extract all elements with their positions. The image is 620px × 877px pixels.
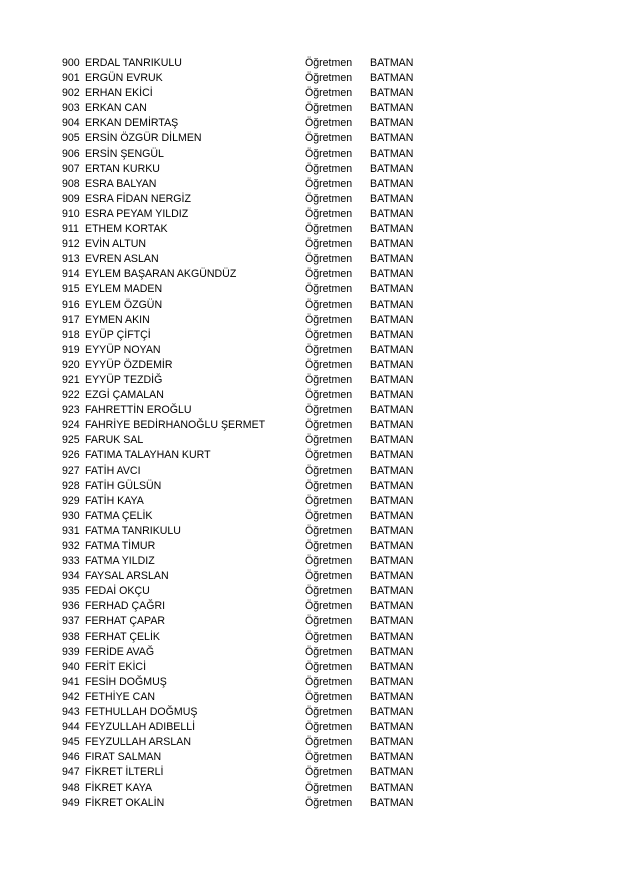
city-name: BATMAN <box>370 721 414 734</box>
row-number: 930 <box>62 509 80 522</box>
row-number: 927 <box>62 464 80 477</box>
city-name: BATMAN <box>370 540 414 552</box>
list-item <box>0 796 620 811</box>
person-name: FERHAD ÇAĞRI <box>85 600 166 613</box>
row-number: 901 <box>62 72 80 85</box>
person-name: FATMA TANRIKULU <box>85 524 181 537</box>
city-name: BATMAN <box>370 600 414 613</box>
person-name: ERKAN DEMİRTAŞ <box>85 117 179 130</box>
person-name: FATİH KAYA <box>85 494 144 507</box>
person-name: EVİN ALTUN <box>85 238 147 251</box>
role-title: Öğretmen <box>305 132 353 145</box>
city-name: BATMAN <box>370 298 414 311</box>
list-item <box>0 494 620 509</box>
row-number: 916 <box>62 298 80 311</box>
person-name: FATMA ÇELİK <box>85 509 153 522</box>
city-name: BATMAN <box>370 343 414 356</box>
city-name: BATMAN <box>370 524 414 537</box>
role-title: Öğretmen <box>305 343 353 356</box>
row-number: 905 <box>62 132 80 145</box>
role-title: Öğretmen <box>305 268 353 281</box>
city-name: BATMAN <box>370 358 414 371</box>
row-number: 926 <box>62 449 80 462</box>
row-number: 928 <box>62 479 80 492</box>
person-name: FAYSAL ARSLAN <box>85 570 169 583</box>
list-item <box>0 267 620 282</box>
person-name: FAHRİYE BEDİRHANOĞLU ŞERMET <box>85 419 266 432</box>
list-item <box>0 403 620 418</box>
row-number: 949 <box>62 796 80 809</box>
person-name: FİKRET OKALİN <box>85 796 165 809</box>
row-number: 923 <box>62 404 80 417</box>
role-title: Öğretmen <box>305 721 353 734</box>
person-name: FİKRET KAYA <box>85 781 153 794</box>
person-name: EYLEM BAŞARAN AKGÜNDÜZ <box>85 268 237 281</box>
list-item <box>0 781 620 796</box>
list-item <box>0 343 620 358</box>
city-name: BATMAN <box>370 268 414 281</box>
row-number: 915 <box>62 283 80 296</box>
row-number: 904 <box>62 117 80 130</box>
list-item <box>0 177 620 192</box>
list-item <box>0 222 620 237</box>
list-item <box>0 116 620 131</box>
person-name: FERHAT ÇELİK <box>85 630 160 643</box>
role-title: Öğretmen <box>305 570 353 583</box>
person-name: FETHİYE CAN <box>85 690 156 703</box>
city-name: BATMAN <box>370 283 414 296</box>
role-title: Öğretmen <box>305 313 353 326</box>
person-name: FEYZULLAH ARSLAN <box>85 736 191 749</box>
person-name: FESİH DOĞMUŞ <box>85 675 167 688</box>
row-number: 911 <box>62 223 79 236</box>
city-name: BATMAN <box>370 57 414 69</box>
city-name: BATMAN <box>370 328 414 341</box>
list-item <box>0 539 620 554</box>
role-title: Öğretmen <box>305 358 353 371</box>
person-name: ERKAN CAN <box>85 102 147 115</box>
role-title: Öğretmen <box>305 509 353 522</box>
list-item <box>0 237 620 252</box>
person-name: EYYÜP TEZDİĞ <box>85 373 163 386</box>
person-name: FETHULLAH DOĞMUŞ <box>85 706 198 719</box>
list-item <box>0 56 620 71</box>
city-name: BATMAN <box>370 479 414 492</box>
person-name: ERTAN KURKU <box>85 162 160 175</box>
person-name: EZGİ ÇAMALAN <box>85 389 164 402</box>
role-title: Öğretmen <box>305 117 353 130</box>
role-title: Öğretmen <box>305 177 353 190</box>
list-item <box>0 313 620 328</box>
role-title: Öğretmen <box>305 555 353 568</box>
role-title: Öğretmen <box>305 434 353 447</box>
city-name: BATMAN <box>370 102 414 115</box>
row-number: 907 <box>62 162 80 175</box>
row-number: 936 <box>62 600 80 613</box>
city-name: BATMAN <box>370 434 414 447</box>
list-item <box>0 584 620 599</box>
role-title: Öğretmen <box>305 389 353 402</box>
city-name: BATMAN <box>370 253 414 266</box>
person-name: FERİT EKİCİ <box>85 660 147 673</box>
list-item <box>0 735 620 750</box>
row-number: 925 <box>62 434 80 447</box>
list-item <box>0 252 620 267</box>
list-item <box>0 207 620 222</box>
city-name: BATMAN <box>370 555 414 568</box>
row-number: 908 <box>62 177 80 190</box>
row-number: 913 <box>62 253 80 266</box>
person-name: FAHRETTİN EROĞLU <box>85 404 192 417</box>
row-number: 943 <box>62 706 80 719</box>
row-number: 939 <box>62 645 80 658</box>
role-title: Öğretmen <box>305 494 353 507</box>
list-item <box>0 705 620 720</box>
list-item <box>0 328 620 343</box>
role-title: Öğretmen <box>305 162 353 175</box>
city-name: BATMAN <box>370 373 414 386</box>
role-title: Öğretmen <box>305 585 353 598</box>
role-title: Öğretmen <box>305 223 353 236</box>
city-name: BATMAN <box>370 766 414 779</box>
city-name: BATMAN <box>370 313 414 326</box>
person-name: ESRA FİDAN NERGİZ <box>85 192 191 205</box>
list-item <box>0 147 620 162</box>
city-name: BATMAN <box>370 223 414 236</box>
list-item <box>0 282 620 297</box>
list-item <box>0 599 620 614</box>
list-item <box>0 131 620 146</box>
role-title: Öğretmen <box>305 781 353 794</box>
row-number: 910 <box>62 207 80 220</box>
city-name: BATMAN <box>370 147 414 160</box>
list-item <box>0 418 620 433</box>
row-number: 931 <box>62 524 80 537</box>
role-title: Öğretmen <box>305 600 353 613</box>
list-item <box>0 645 620 660</box>
city-name: BATMAN <box>370 207 414 220</box>
role-title: Öğretmen <box>305 645 353 658</box>
list-item <box>0 524 620 539</box>
role-title: Öğretmen <box>305 706 353 719</box>
city-name: BATMAN <box>370 162 414 175</box>
role-title: Öğretmen <box>305 102 353 115</box>
role-title: Öğretmen <box>305 238 353 251</box>
role-title: Öğretmen <box>305 766 353 779</box>
role-title: Öğretmen <box>305 449 353 462</box>
list-item <box>0 358 620 373</box>
city-name: BATMAN <box>370 509 414 522</box>
role-title: Öğretmen <box>305 540 353 552</box>
role-title: Öğretmen <box>305 630 353 643</box>
city-name: BATMAN <box>370 781 414 794</box>
role-title: Öğretmen <box>305 419 353 432</box>
list-item <box>0 464 620 479</box>
row-number: 919 <box>62 343 80 356</box>
city-name: BATMAN <box>370 675 414 688</box>
city-name: BATMAN <box>370 238 414 251</box>
person-name: FERHAT ÇAPAR <box>85 615 166 628</box>
role-title: Öğretmen <box>305 751 353 764</box>
row-number: 934 <box>62 570 80 583</box>
city-name: BATMAN <box>370 72 414 85</box>
role-title: Öğretmen <box>305 328 353 341</box>
list-item <box>0 630 620 645</box>
person-name: FEDAİ OKÇU <box>85 585 150 598</box>
personnel-list <box>0 56 620 811</box>
list-item <box>0 614 620 629</box>
list-item <box>0 162 620 177</box>
city-name: BATMAN <box>370 87 414 100</box>
role-title: Öğretmen <box>305 524 353 537</box>
list-item <box>0 373 620 388</box>
role-title: Öğretmen <box>305 147 353 160</box>
row-number: 921 <box>62 373 80 386</box>
city-name: BATMAN <box>370 706 414 719</box>
list-item <box>0 765 620 780</box>
role-title: Öğretmen <box>305 464 353 477</box>
person-name: FİKRET İLTERLİ <box>85 766 164 779</box>
person-name: FIRAT SALMAN <box>85 751 162 764</box>
person-name: ERSİN ÖZGÜR DİLMEN <box>85 132 202 145</box>
role-title: Öğretmen <box>305 373 353 386</box>
row-number: 920 <box>62 358 80 371</box>
row-number: 903 <box>62 102 80 115</box>
role-title: Öğretmen <box>305 72 353 85</box>
city-name: BATMAN <box>370 615 414 628</box>
list-item <box>0 86 620 101</box>
row-number: 941 <box>62 675 80 688</box>
row-number: 933 <box>62 555 80 568</box>
list-item <box>0 690 620 705</box>
row-number: 937 <box>62 615 80 628</box>
person-name: ERDAL TANRIKULU <box>85 57 182 69</box>
row-number: 922 <box>62 389 80 402</box>
person-name: FATİH GÜLSÜN <box>85 479 162 492</box>
role-title: Öğretmen <box>305 479 353 492</box>
city-name: BATMAN <box>370 736 414 749</box>
city-name: BATMAN <box>370 494 414 507</box>
city-name: BATMAN <box>370 117 414 130</box>
person-name: EYMEN AKIN <box>85 313 150 326</box>
row-number: 940 <box>62 660 80 673</box>
role-title: Öğretmen <box>305 615 353 628</box>
city-name: BATMAN <box>370 389 414 402</box>
list-item <box>0 569 620 584</box>
person-name: ESRA PEYAM YILDIZ <box>85 207 189 220</box>
list-item <box>0 298 620 313</box>
person-name: EYLEM ÖZGÜN <box>85 298 163 311</box>
person-name: ERSİN ŞENGÜL <box>85 147 164 160</box>
list-item <box>0 554 620 569</box>
city-name: BATMAN <box>370 585 414 598</box>
list-item <box>0 448 620 463</box>
row-number: 942 <box>62 690 80 703</box>
list-item <box>0 101 620 116</box>
person-name: FATMA TİMUR <box>85 540 156 552</box>
person-name: EYYÜP NOYAN <box>85 343 161 356</box>
list-item <box>0 71 620 86</box>
city-name: BATMAN <box>370 419 414 432</box>
city-name: BATMAN <box>370 449 414 462</box>
person-name: ESRA BALYAN <box>85 177 157 190</box>
city-name: BATMAN <box>370 177 414 190</box>
role-title: Öğretmen <box>305 192 353 205</box>
role-title: Öğretmen <box>305 796 353 809</box>
row-number: 935 <box>62 585 80 598</box>
row-number: 946 <box>62 751 80 764</box>
row-number: 909 <box>62 192 80 205</box>
row-number: 938 <box>62 630 80 643</box>
list-item <box>0 509 620 524</box>
person-name: EYÜP ÇİFTÇİ <box>85 328 151 341</box>
list-item <box>0 750 620 765</box>
role-title: Öğretmen <box>305 253 353 266</box>
person-name: EYLEM MADEN <box>85 283 163 296</box>
row-number: 918 <box>62 328 80 341</box>
person-name: FERİDE AVAĞ <box>85 645 155 658</box>
city-name: BATMAN <box>370 796 414 809</box>
person-name: ERHAN EKİCİ <box>85 87 153 100</box>
city-name: BATMAN <box>370 192 414 205</box>
person-name: FATIMA TALAYHAN KURT <box>85 449 211 462</box>
row-number: 906 <box>62 147 80 160</box>
city-name: BATMAN <box>370 570 414 583</box>
role-title: Öğretmen <box>305 87 353 100</box>
person-name: FEYZULLAH ADIBELLİ <box>85 721 196 734</box>
role-title: Öğretmen <box>305 675 353 688</box>
city-name: BATMAN <box>370 660 414 673</box>
row-number: 945 <box>62 736 80 749</box>
role-title: Öğretmen <box>305 298 353 311</box>
city-name: BATMAN <box>370 630 414 643</box>
row-number: 944 <box>62 721 80 734</box>
list-item <box>0 433 620 448</box>
person-name: EYYÜP ÖZDEMİR <box>85 358 173 371</box>
city-name: BATMAN <box>370 132 414 145</box>
row-number: 932 <box>62 540 80 552</box>
row-number: 902 <box>62 87 80 100</box>
row-number: 929 <box>62 494 80 507</box>
role-title: Öğretmen <box>305 207 353 220</box>
row-number: 948 <box>62 781 80 794</box>
list-item <box>0 388 620 403</box>
role-title: Öğretmen <box>305 660 353 673</box>
role-title: Öğretmen <box>305 283 353 296</box>
role-title: Öğretmen <box>305 404 353 417</box>
person-name: EVREN ASLAN <box>85 253 159 266</box>
person-name: FATİH AVCI <box>85 464 141 477</box>
person-name: ETHEM KORTAK <box>85 223 168 236</box>
city-name: BATMAN <box>370 404 414 417</box>
city-name: BATMAN <box>370 690 414 703</box>
person-name: FATMA YILDIZ <box>85 555 155 568</box>
list-item <box>0 479 620 494</box>
person-name: ERGÜN EVRUK <box>85 72 163 85</box>
row-number: 912 <box>62 238 80 251</box>
list-item <box>0 660 620 675</box>
row-number: 917 <box>62 313 80 326</box>
city-name: BATMAN <box>370 645 414 658</box>
role-title: Öğretmen <box>305 690 353 703</box>
city-name: BATMAN <box>370 464 414 477</box>
role-title: Öğretmen <box>305 736 353 749</box>
list-item <box>0 192 620 207</box>
role-title: Öğretmen <box>305 57 353 69</box>
row-number: 900 <box>62 57 80 69</box>
row-number: 914 <box>62 268 80 281</box>
person-name: FARUK SAL <box>85 434 144 447</box>
row-number: 924 <box>62 419 80 432</box>
row-number: 947 <box>62 766 80 779</box>
list-item <box>0 720 620 735</box>
list-item <box>0 675 620 690</box>
city-name: BATMAN <box>370 751 414 764</box>
